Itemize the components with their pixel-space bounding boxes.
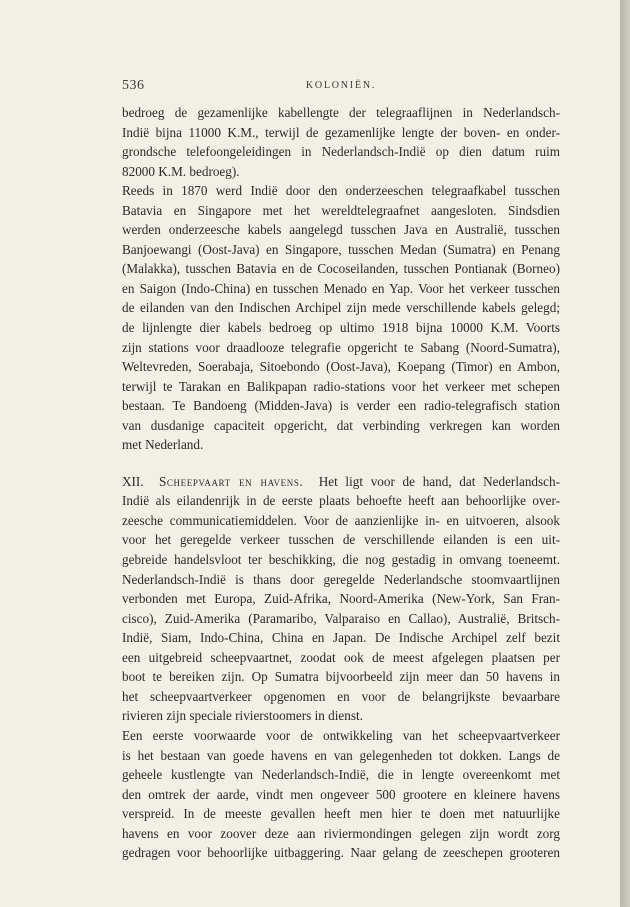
text-line: Een eerste voorwaarde voor de ontwikkeling van het scheepvaartverkeer: [122, 727, 560, 743]
text-line: havens en voor zoover deze aan riviermondingen gelegen zijn wordt zorg: [122, 825, 560, 841]
text-line: Banjoewangi (Oost-Java) en Singapore, tusschen Medan (Sumatra) en Penang: [122, 241, 560, 257]
section-first-line: Het ligt voor de hand, dat Nederlandsch-: [318, 473, 560, 489]
text-line: Indië als eilandenrijk in de eerste plaats behoefte heeft aan behoorlijke over-: [122, 493, 560, 509]
text-line: boot te bereiken zijn. Op Sumatra bijvoorbeeld zijn meer dan 50 havens in: [122, 669, 560, 685]
text-line: cisco), Zuid-Amerika (Paramaribo, Valparaiso en Callao), Australië, Britsch-: [122, 610, 560, 626]
text-line: een uitgebreid scheepvaartnet, zoodat ook de meest afgelegen plaatsen per: [122, 649, 560, 665]
text-line: Nederlandsch-Indië is thans door geregelde Nederlandsche stoomvaartlijnen: [122, 571, 560, 587]
text-line: grondsche telefoongeleidingen in Nederlandsch-Indië op dien datum ruim: [122, 144, 560, 160]
text-line: de lijnlengte dier kabels bedroeg op ultimo 1918 bijna 10000 K.M. Voorts: [122, 320, 560, 336]
running-title: KOLONIËN.: [305, 80, 377, 91]
text-line: van dusdanige capaciteit opgericht, dat verbinding verkregen kan worden: [122, 417, 560, 433]
text-line: Weltevreden, Soerabaja, Sitoebondo (Oost-Java), Koepang (Timor) en Ambon,: [122, 359, 560, 375]
text-line: verbonden met Europa, Zuid-Afrika, Noord-Amerika (New-York, San Fran-: [122, 591, 560, 607]
page-body: [122, 103, 560, 863]
section-heading-line: [122, 472, 560, 492]
text-line: werden onderzeesche kabels aangelegd tusschen Java en Australië, tusschen: [122, 222, 560, 238]
text-line: geheele kustlengte van Nederlandsch-Indië, die in lengte overeenkomt met: [122, 767, 560, 783]
text-line: het scheepvaartverkeer opgenomen en voor de belangrijkste bevaarbare: [122, 688, 560, 704]
paragraph-1: [122, 103, 560, 181]
text-line: den omtrek der aarde, vindt men ongeveer 500 grootere en kleinere havens: [122, 786, 560, 802]
paragraph-4: [122, 726, 560, 863]
text-line: (Malakka), tusschen Batavia en de Cocoseilanden, tusschen Pontianak (Borneo): [122, 261, 560, 277]
text-line: terwijl te Tarakan en Balikpapan radio-stations voor het verkeer met schepen: [122, 378, 560, 394]
text-line: bestaan. Te Bandoeng (Midden-Java) is verder een radio-telegrafisch station: [122, 398, 560, 414]
text-line: met Nederland.: [122, 437, 204, 453]
text-line: rivieren zijn speciale rivierstoomers in dienst.: [122, 708, 363, 724]
section-spacer: [122, 455, 560, 472]
text-line: is het bestaan van goede havens en van gelegenheden tot dokken. Langs de: [122, 747, 560, 763]
text-line: zijn stations voor draadlooze telegrafie opgericht te Sabang (Noord-Sumatra),: [122, 339, 560, 355]
text-line: verspreid. In de meeste gevallen heeft men hier te doen met natuurlijke: [122, 806, 560, 822]
text-line: zeesche communicatiemiddelen. Voor de aanzienlijke in- en uitvoeren, alsook: [122, 512, 560, 528]
section-number: XII.: [122, 473, 144, 489]
text-line: bedroeg de gezamenlijke kabellengte der telegraaflijnen in Nederlandsch-: [122, 105, 560, 120]
text-line: voor het geregelde verkeer tusschen de verschillende eilanden is een uit-: [122, 532, 560, 548]
page-number: 536: [122, 78, 145, 93]
text-line: Indië, Siam, Indo-China, China en Japan. De Indische Archipel zelf bezit: [122, 630, 560, 646]
text-line: Reeds in 1870 werd Indië door den onderzeeschen telegraafkabel tusschen: [122, 183, 560, 199]
section-title: Scheepvaart en havens.: [158, 473, 304, 489]
text-line: en Saigon (Indo-China) en tusschen Menado en Yap. Voor het verkeer tusschen: [122, 280, 560, 296]
text-line: gedragen voor behoorlijke uitbaggering. Naar gelang de zeeschepen grooteren: [122, 845, 560, 861]
text-line: Batavia en Singapore met het wereldtelegraafnet aangesloten. Sindsdien: [122, 202, 560, 218]
text-line: Indië bijna 11000 K.M., terwijl de gezamenlijke lengte der boven- en onder-: [122, 124, 560, 140]
page-edge: [620, 0, 630, 907]
text-line: de eilanden van den Indischen Archipel zijn mede verschillende kabels gelegd;: [122, 300, 560, 316]
page-header: [122, 78, 560, 96]
section-xii: [122, 472, 560, 726]
text-line: 82000 K.M. bedroeg).: [122, 163, 240, 179]
text-line: gebreide handelsvloot ter beschikking, die nog gestadig in omvang toeneemt.: [122, 552, 560, 568]
paragraph-2: [122, 181, 560, 455]
